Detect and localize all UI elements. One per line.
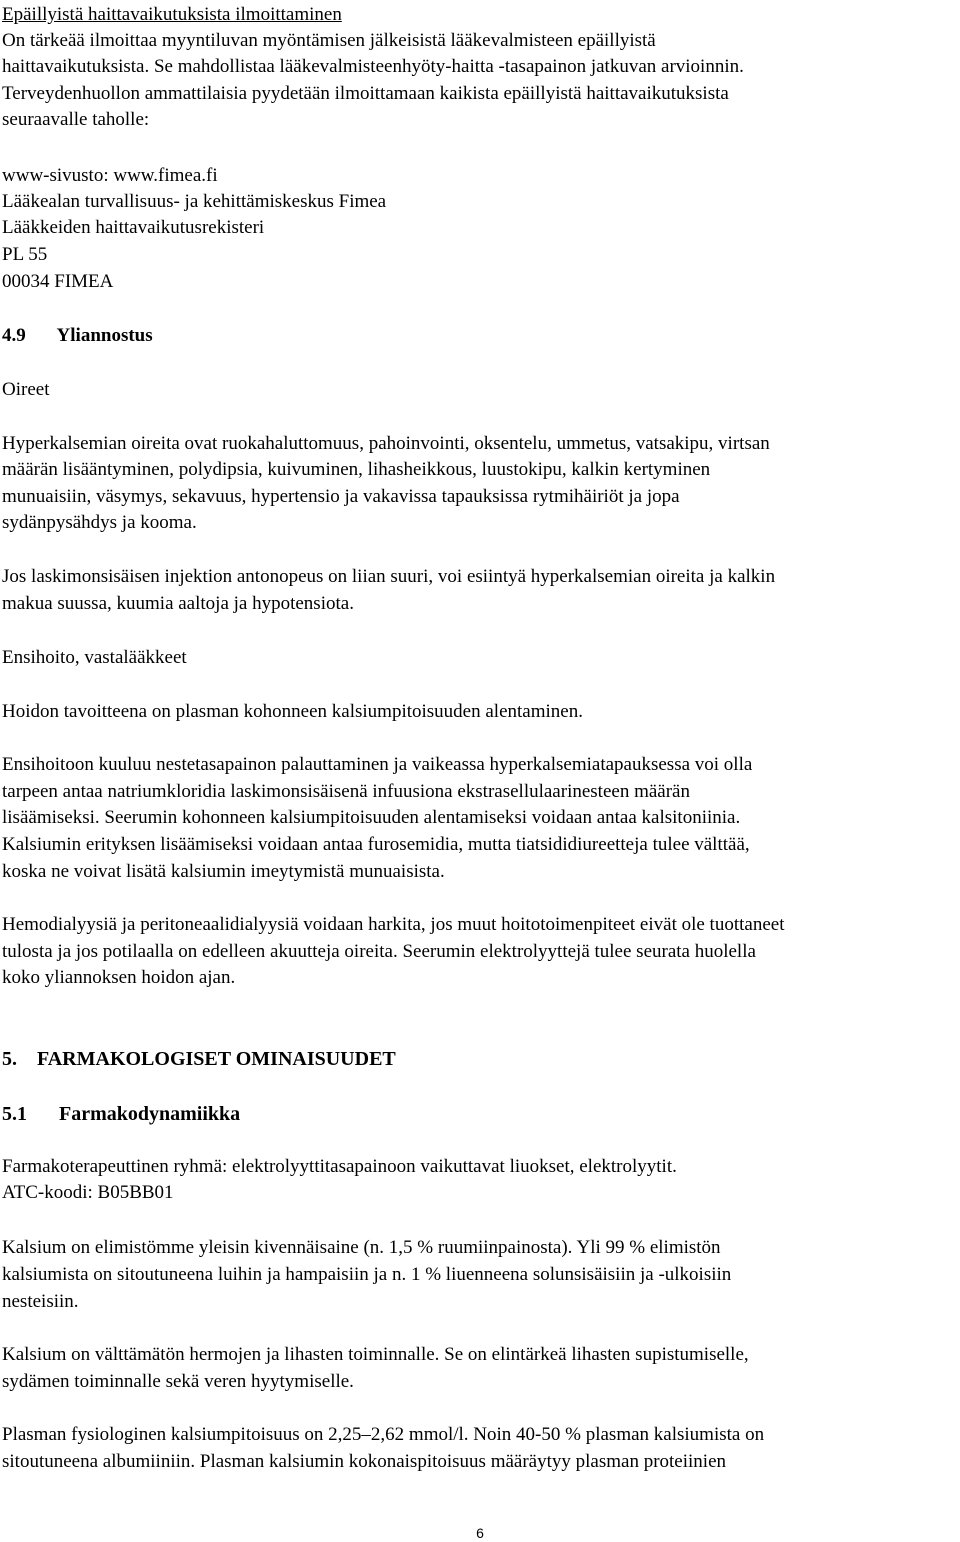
paragraph-line: Kalsiumin erityksen lisäämiseksi voidaan antaa furosemidia, mutta tiatsididiureetteja tulee välttää, — [2, 834, 750, 855]
paragraph-line: munuaisiin, väsymys, sekavuus, hypertensio ja vakavissa tapauksissa rytmihäiriöt ja jopa — [2, 486, 680, 507]
paragraph-line: Kalsium on elimistömme yleisin kivennäisaine (n. 1,5 % ruumiinpainosta). Yli 99 % elimistön — [2, 1237, 721, 1258]
paragraph-line: tulosta ja jos potilaalla on edelleen akuutteja oireita. Seerumin elektrolyyttejä tulee seurata huolella — [2, 941, 756, 962]
paragraph-line: Kalsium on välttämätön hermojen ja lihasten toiminnalle. Se on elintärkeä lihasten supistumiselle, — [2, 1344, 749, 1365]
paragraph-line: nesteisiin. — [2, 1291, 79, 1312]
contact-line: 00034 FIMEA — [2, 271, 114, 292]
paragraph-line: sydänpysähdys ja kooma. — [2, 512, 197, 533]
contact-website: www-sivusto: www.fimea.fi — [2, 165, 218, 186]
subheading-symptoms: Oireet — [2, 379, 50, 400]
reporting-line: Terveydenhuollon ammattilaisia pyydetään ilmoittamaan kaikista epäillyistä haittavaikutuksista — [2, 83, 729, 104]
section-number: 5. — [2, 1048, 17, 1070]
paragraph-line: Jos laskimonsisäisen injektion antonopeus on liian suuri, voi esiintyä hyperkalsemian oireita ja kalkin — [2, 566, 776, 587]
reporting-line: On tärkeää ilmoittaa myyntiluvan myöntämisen jälkeisistä lääkevalmisteen epäillyistä — [2, 30, 656, 51]
paragraph-line: lisäämiseksi. Seerumin kohonneen kalsiumpitoisuuden alentamiseksi voidaan antaa kalsitoniinia. — [2, 807, 741, 828]
section-heading-5-1 — [2, 1104, 240, 1124]
paragraph-line: Hoidon tavoitteena on plasman kohonneen kalsiumpitoisuuden alentaminen. — [2, 701, 583, 722]
paragraph-line: sitoutuneena albumiiniin. Plasman kalsiumin kokonaispitoisuus määräytyy plasman proteiinien — [2, 1451, 727, 1472]
atc-code: ATC-koodi: B05BB01 — [2, 1182, 174, 1203]
contact-line: PL 55 — [2, 244, 48, 265]
contact-line: Lääkkeiden haittavaikutusrekisteri — [2, 217, 265, 238]
paragraph-line: Hyperkalsemian oireita ovat ruokahaluttomuus, pahoinvointi, oksentelu, ummetus, vatsakipu, virtsan — [2, 433, 770, 454]
section-title: Farmakodynamiikka — [59, 1103, 241, 1125]
section-title: FARMAKOLOGISET OMINAISUUDET — [37, 1048, 396, 1070]
paragraph-line: määrän lisääntyminen, polydipsia, kuivuminen, lihasheikkous, luustokipu, kalkin kertyminen — [2, 459, 711, 480]
paragraph-line: koko yliannoksen hoidon ajan. — [2, 967, 236, 988]
paragraph-line: Hemodialyysiä ja peritoneaalidialyysiä voidaan harkita, jos muut hoitotoimenpiteet eivät ole tuottaneet — [2, 914, 785, 935]
reporting-line: haittavaikutuksista. Se mahdollistaa lääkevalmisteenhyöty-haitta -tasapainon jatkuvan arvioinnin. — [2, 56, 744, 77]
paragraph-line: Ensihoitoon kuuluu nestetasapainon palauttaminen ja vaikeassa hyperkalsemiatapauksessa voi olla — [2, 754, 753, 775]
contact-line: Lääkealan turvallisuus- ja kehittämiskeskus Fimea — [2, 191, 387, 212]
paragraph-line: sydämen toiminnalle sekä veren hyytymiselle. — [2, 1371, 354, 1392]
paragraph-line: Plasman fysiologinen kalsiumpitoisuus on 2,25–2,62 mmol/l. Noin 40-50 % plasman kalsiumista on — [2, 1424, 765, 1445]
paragraph-line: koska ne voivat lisätä kalsiumin imeytymistä munuaisista. — [2, 861, 445, 882]
section-heading-5 — [2, 1049, 396, 1069]
paragraph-line: kalsiumista on sitoutuneena luihin ja hampaisiin ja n. 1 % liuenneena solunsisäisiin ja -ulkoisiin — [2, 1264, 732, 1285]
page-number: 6 — [476, 1525, 484, 1541]
pharmacotherapeutic-group: Farmakoterapeuttinen ryhmä: elektrolyyttitasapainoon vaikuttavat liuokset, elektrolyytit. — [2, 1156, 677, 1177]
reporting-line: seuraavalle taholle: — [2, 109, 150, 130]
section-heading-4-9 — [2, 326, 153, 345]
reporting-title: Epäillyistä haittavaikutuksista ilmoittaminen — [2, 4, 342, 25]
section-number: 5.1 — [2, 1103, 27, 1125]
paragraph-line: makua suussa, kuumia aaltoja ja hypotensiota. — [2, 593, 354, 614]
section-number: 4.9 — [2, 325, 26, 346]
paragraph-line: tarpeen antaa natriumkloridia laskimonsisäisenä infuusiona ekstrasellulaarinesteen määrän — [2, 781, 690, 802]
subheading-treatment: Ensihoito, vastalääkkeet — [2, 647, 187, 668]
section-title: Yliannostus — [56, 325, 153, 346]
